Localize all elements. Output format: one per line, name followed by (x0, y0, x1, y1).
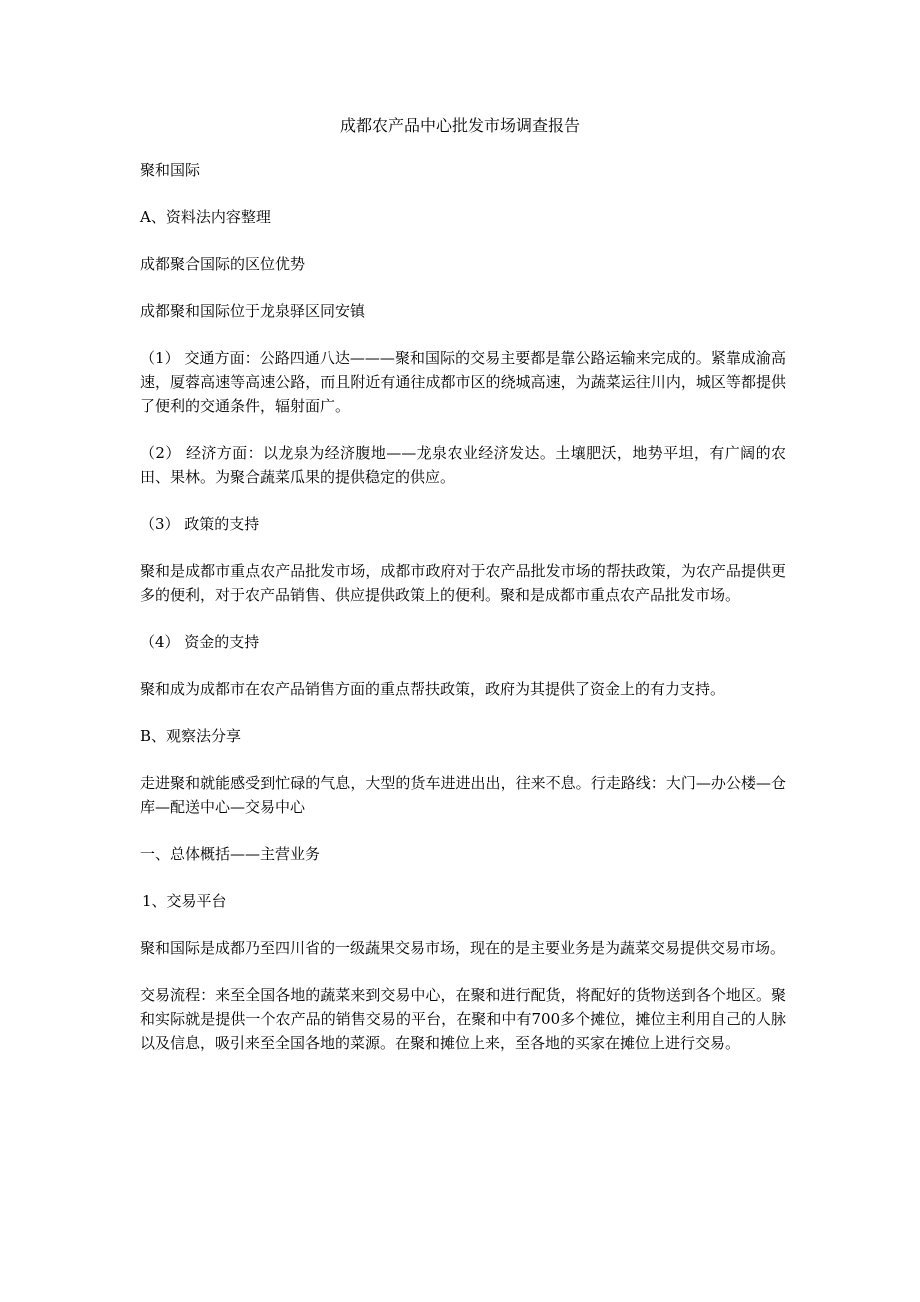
section-heading-b: B、观察法分享 (140, 727, 242, 745)
paragraph-overview-heading: 一、总体概括——主营业务 (140, 845, 321, 863)
paragraph-location-advantage-heading: 成都聚合国际的区位优势 (140, 255, 306, 273)
paragraph-transport: （1） 交通方面：公路四通八达———聚和国际的交易主要都是靠公路运输来完成的。紧靠成渝高速，厦蓉高速等高速公路，而且附近有通往成都市区的绕城高速，为蔬菜运往川内，城区等都提供了便利的交通条件，辐射面广。 (140, 349, 786, 415)
paragraph-company-name: 聚和国际 (140, 161, 201, 179)
paragraph-funding: 聚和成为成都市在农产品销售方面的重点帮扶政策，政府为其提供了资金上的有力支持。 (140, 680, 726, 698)
paragraph-policy: 聚和是成都市重点农产品批发市场，成都市政府对于农产品批发市场的帮扶政策，为农产品提供更多的便利，对于农产品销售、供应提供政策上的便利。聚和是成都市重点农产品批发市场。 (140, 562, 786, 604)
document-title: 成都农产品中心批发市场调查报告 (339, 116, 580, 135)
paragraph-funding-heading: （4） 资金的支持 (140, 633, 260, 651)
paragraph-economy: （2） 经济方面：以龙泉为经济腹地——龙泉农业经济发达。土壤肥沃，地势平坦，有广阔的农田、果林。为聚合蔬菜瓜果的提供稳定的供应。 (140, 444, 786, 486)
paragraph-observation: 走进聚和就能感受到忙碌的气息，大型的货车进进出出，往来不息。行走路线：大门—办公楼—仓库—配送中心—交易中心 (140, 774, 786, 816)
paragraph-trading-platform: 聚和国际是成都乃至四川省的一级蔬果交易市场，现在的是主要业务是为蔬菜交易提供交易市场。 (140, 939, 786, 957)
paragraph-policy-heading: （3） 政策的支持 (140, 515, 260, 533)
document-body (140, 158, 786, 1078)
section-heading-a: A、资料法内容整理 (140, 208, 271, 226)
paragraph-trading-platform-heading: 1、交易平台 (142, 892, 227, 910)
paragraph-location: 成都聚和国际位于龙泉驿区同安镇 (140, 302, 366, 320)
paragraph-trading-process: 交易流程：来至全国各地的蔬菜来到交易中心，在聚和进行配货，将配好的货物送到各个地区。聚和实际就是提供一个农产品的销售交易的平台，在聚和中有700多个摊位，摊位主利用自己的人脉以及信息，吸引来至全国各地的菜源。在聚和摊位上来，至各地的买家在摊位上进行交易。 (140, 986, 786, 1052)
